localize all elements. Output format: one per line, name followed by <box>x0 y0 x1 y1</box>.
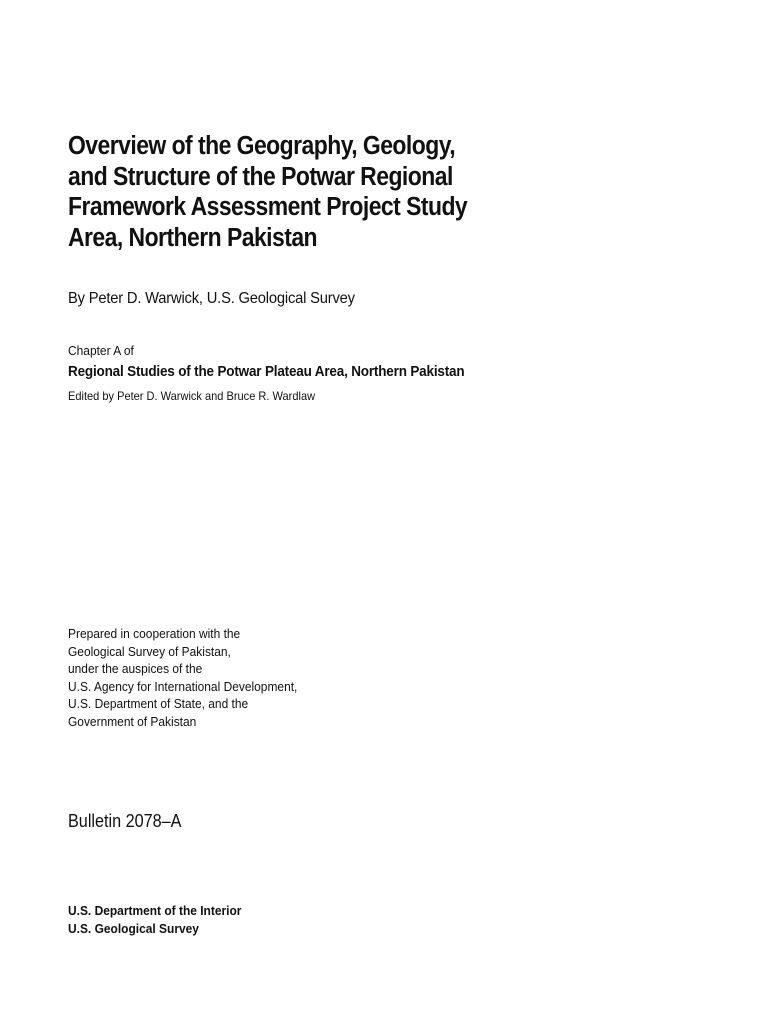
bulletin-number: Bulletin 2078–A <box>68 811 182 831</box>
cooperation-line: under the auspices of the <box>68 661 203 677</box>
chapter-label: Chapter A of <box>68 343 134 358</box>
report-title-line: Framework Assessment Project Study <box>68 193 468 221</box>
agency-line: U.S. Geological Survey <box>68 920 199 936</box>
series-title: Regional Studies of the Potwar Plateau Area, Northern Pakistan <box>68 363 465 380</box>
report-title <box>68 131 491 253</box>
cooperation-line: Government of Pakistan <box>68 713 197 729</box>
cooperation-line: U.S. Department of State, and the <box>68 696 249 712</box>
cooperation-line: U.S. Agency for International Development, <box>68 678 298 694</box>
cooperation-line: Prepared in cooperation with the <box>68 626 241 641</box>
cooperation-statement <box>68 625 297 731</box>
report-title-line: Overview of the Geography, Geology, <box>68 132 456 160</box>
cooperation-line: Geological Survey of Pakistan, <box>68 643 231 659</box>
agency-line: U.S. Department of the Interior <box>68 903 242 918</box>
editors-line: Edited by Peter D. Warwick and Bruce R. Wardlaw <box>68 389 316 403</box>
report-title-line: Area, Northern Pakistan <box>68 223 318 252</box>
author-byline: By Peter D. Warwick, U.S. Geological Survey <box>68 290 355 307</box>
publishing-agency <box>68 902 241 937</box>
report-title-line: and Structure of the Potwar Regional <box>68 162 453 191</box>
